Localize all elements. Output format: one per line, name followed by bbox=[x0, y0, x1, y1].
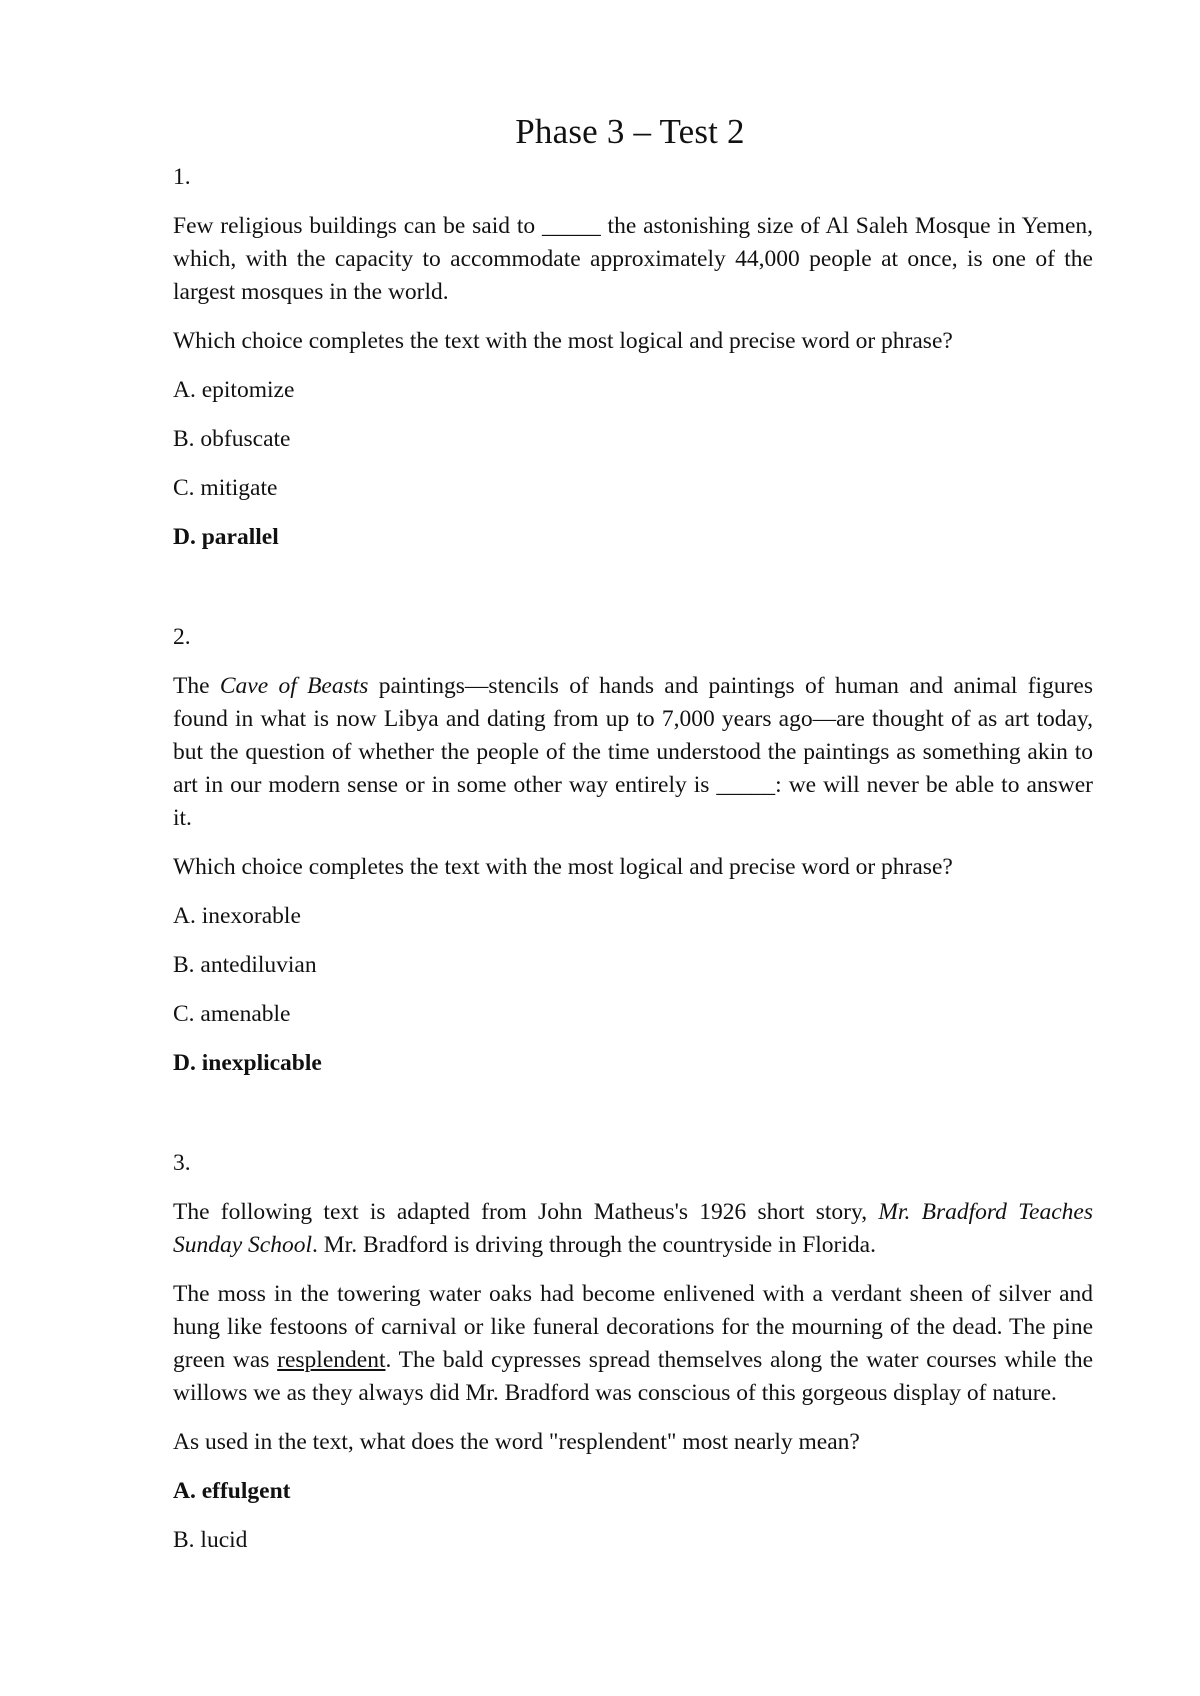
page-title: Phase 3 – Test 2 bbox=[515, 112, 745, 151]
question-passage bbox=[173, 670, 1093, 835]
passage-text: Few religious buildings can be said to bbox=[173, 213, 542, 239]
target-word: resplendent bbox=[277, 1347, 386, 1373]
answer-option-c: C. mitigate bbox=[173, 475, 278, 501]
question-number: 3. bbox=[173, 1150, 191, 1176]
answer-option-a: A. epitomize bbox=[173, 377, 295, 403]
document-body bbox=[173, 161, 1093, 1557]
answer-option-c: C. amenable bbox=[173, 1001, 291, 1027]
answer-option-b: B. antediluvian bbox=[173, 952, 317, 978]
question-prompt: Which choice completes the text with the most logical and precise word or phrase? bbox=[173, 328, 953, 354]
passage-text: . The bald cypresses spread themselves along the water courses while the willows we as they always did Mr. Bradford was conscious of this gorgeous display of nature. bbox=[173, 1347, 1094, 1406]
question-number: 2. bbox=[173, 624, 191, 650]
question-3 bbox=[173, 1147, 1093, 1557]
answer-option-d-correct: D. inexplicable bbox=[173, 1050, 322, 1076]
question-2 bbox=[173, 621, 1093, 1080]
answer-option-d-correct: D. parallel bbox=[173, 524, 279, 550]
answer-blank: _____ bbox=[541, 213, 601, 239]
passage-text: The bbox=[173, 673, 220, 699]
question-1 bbox=[173, 161, 1093, 554]
answer-option-a: A. inexorable bbox=[173, 903, 301, 929]
intro-text: The following text is adapted from John Matheus's 1926 short story, bbox=[173, 1199, 879, 1225]
story-title: Mr. Bradford Teaches Sunday School bbox=[173, 1199, 1093, 1258]
passage-text: : we will never be able to answer it. bbox=[173, 772, 1093, 831]
question-prompt: As used in the text, what does the word "resplendent" most nearly mean? bbox=[173, 1429, 860, 1455]
passage-text: the astonishing size of Al Saleh Mosque in Yemen, which, with the capacity to accommodate approximately 44,000 people at once, is one of the largest mosques in the world. bbox=[173, 213, 1093, 305]
answer-blank: _____ bbox=[716, 772, 776, 798]
passage-text: paintings—stencils of hands and paintings of human and animal figures found in what is now Libya and dating from up to 7,000 years ago—are thought of as art today, but the question of whether the people of the time understood the paintings as something akin to art in our modern sense or in some other way entirely is bbox=[173, 673, 1093, 798]
question-prompt: Which choice completes the text with the most logical and precise word or phrase? bbox=[173, 854, 953, 880]
question-number: 1. bbox=[173, 164, 191, 190]
artwork-title: Cave of Beasts bbox=[219, 673, 369, 699]
passage-text: The moss in the towering water oaks had become enlivened with a verdant sheen of silver and hung like festoons of carnival or like funeral decorations for the mourning of the dead. The pine green was bbox=[173, 1281, 1093, 1373]
answer-option-b: B. obfuscate bbox=[173, 426, 291, 452]
question-intro bbox=[173, 1196, 1093, 1262]
answer-option-b: B. lucid bbox=[173, 1527, 248, 1553]
answer-option-a-correct: A. effulgent bbox=[173, 1478, 291, 1504]
question-passage bbox=[173, 210, 1093, 309]
question-passage bbox=[173, 1278, 1093, 1410]
intro-text: . Mr. Bradford is driving through the countryside in Florida. bbox=[312, 1232, 876, 1258]
